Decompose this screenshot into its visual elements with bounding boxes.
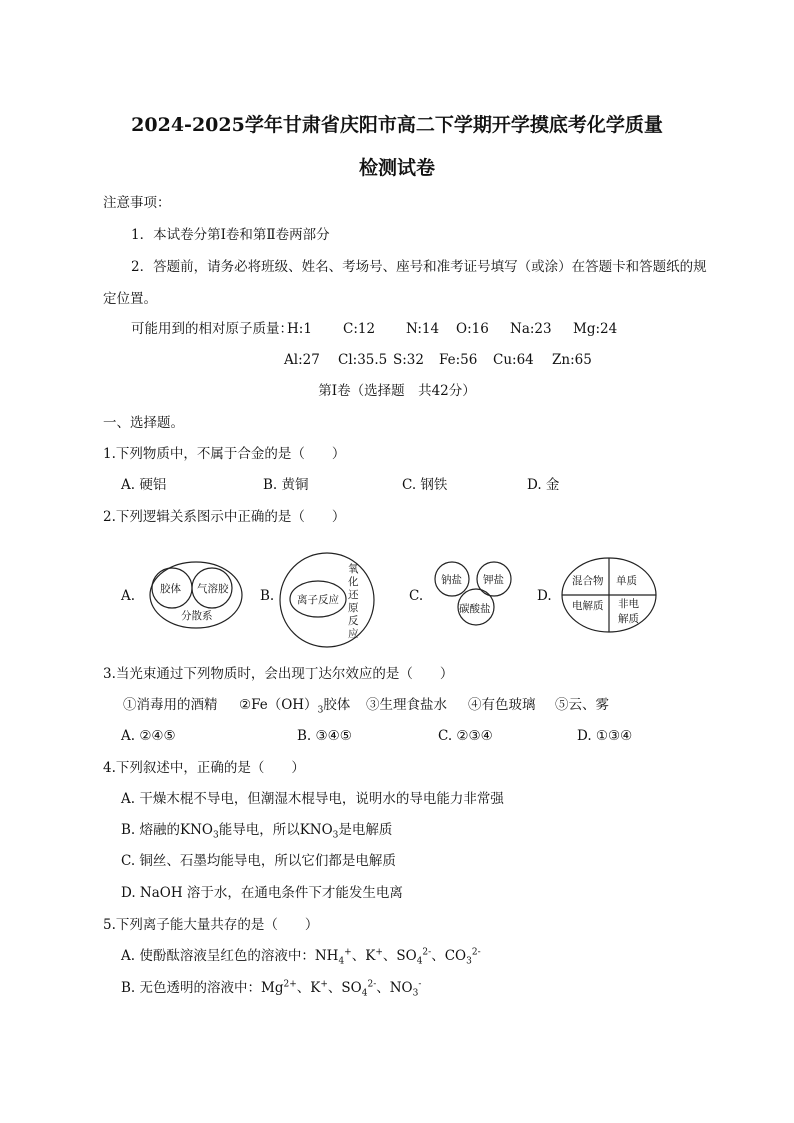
notice-item-2-line-2: 定位置。 — [103, 291, 157, 307]
q5-stem: 5.下列离子能大量共存的是（ ） — [103, 917, 319, 933]
q2-label-d: D. — [537, 588, 552, 604]
part-heading: 一、选择题。 — [103, 415, 184, 431]
diagram-a-colloid-label: 胶体 — [160, 583, 181, 595]
atomic-mass-o: O:16 — [456, 321, 489, 337]
diagram-b-redox-char-2: 化 — [348, 576, 359, 588]
diagram-c-carbonate-label: 碳酸盐 — [459, 603, 491, 615]
notice-item-1: 1．本试卷分第Ⅰ卷和第Ⅱ卷两部分 — [131, 227, 330, 243]
atomic-mass-n: N:14 — [406, 321, 440, 337]
diagram-b-redox-char-1: 氧 — [348, 563, 359, 575]
atomic-mass-label: 可能用到的相对原子质量： — [131, 321, 293, 337]
atomic-mass-cu: Cu:64 — [493, 352, 534, 368]
atomic-mass-fe: Fe:56 — [439, 352, 478, 368]
q3-item-3: ③生理食盐水 — [366, 697, 447, 713]
diagram-c-sodium-label: 钠盐 — [441, 574, 462, 586]
diagram-a-dispersion-label: 分散系 — [181, 610, 213, 622]
q1-option-d: D. 金 — [527, 477, 560, 493]
q3-item-5: ⑤云、雾 — [555, 697, 609, 713]
q1-option-a: A. 硬铝 — [121, 477, 167, 493]
diagram-b-redox-char-3: 还 — [348, 589, 359, 601]
diagram-b-redox-char-6: 应 — [348, 628, 359, 640]
atomic-mass-na: Na:23 — [510, 321, 552, 337]
title-line-2: 检测试卷 — [358, 157, 435, 179]
diagram-d-element-label: 单质 — [616, 575, 637, 587]
q4-option-c: C. 铜丝、石墨均能导电，所以它们都是电解质 — [121, 853, 396, 869]
diagram-b-redox-char-4: 原 — [348, 602, 359, 614]
title-line-1: 2024-2025学年甘肃省庆阳市高二下学期开学摸底考化学质量 — [131, 114, 663, 136]
q4-option-b: B. 熔融的$KNO_3$能导电，所以$KNO_3$是电解质 — [121, 822, 393, 841]
atomic-mass-al: Al:27 — [284, 352, 320, 368]
diagram-d-nonelectrolyte-label-2: 解质 — [618, 613, 639, 625]
notice-item-2-line-1: 2．答题前，请务必将班级、姓名、考场号、座号和准考证号填写（或涂）在答题卡和答题纸的规 — [131, 259, 707, 275]
diagram-b-redox-char-5: 反 — [348, 615, 359, 627]
q3-option-d: D. ①③④ — [577, 728, 633, 744]
atomic-mass-mg: Mg:24 — [573, 321, 618, 337]
q4-option-a: A. 干燥木棍不导电，但潮湿木棍导电，说明水的导电能力非常强 — [121, 791, 504, 807]
q3-option-b: B. ③④⑤ — [297, 728, 352, 744]
q3-option-c: C. ②③④ — [438, 728, 493, 744]
atomic-mass-s: S:32 — [393, 352, 424, 368]
q4-stem: 4.下列叙述中，正确的是（ ） — [103, 760, 305, 776]
diagram-c-potassium-label: 钾盐 — [483, 574, 504, 586]
atomic-mass-h: H:1 — [287, 321, 312, 337]
diagram-a-aerosol-label: 气溶胶 — [197, 583, 229, 595]
q2-label-b: B. — [260, 588, 275, 604]
q1-option-c: C. 钢铁 — [402, 477, 448, 493]
q3-item-4: ④有色玻璃 — [468, 697, 536, 713]
atomic-mass-c: C:12 — [343, 321, 376, 337]
atomic-mass-cl: Cl:35.5 — [338, 352, 388, 368]
q2-stem: 2.下列逻辑关系图示中正确的是（ ） — [103, 509, 346, 525]
q4-option-d: D. NaOH 溶于水，在通电条件下才能发生电离 — [121, 885, 403, 901]
section-heading: 第Ⅰ卷（选择题 共42分） — [318, 383, 476, 399]
q3-item-2: $②Fe(OH)_3$胶体 — [239, 697, 351, 716]
q3-option-a: A. ②④⑤ — [121, 728, 176, 744]
q1-stem: 1.下列物质中，不属于合金的是（ ） — [103, 446, 346, 462]
q3-item-1: ①消毒用的酒精 — [123, 697, 218, 713]
notice-heading: 注意事项： — [103, 195, 171, 211]
atomic-mass-zn: Zn:65 — [552, 352, 592, 368]
q5-option-b: B. 无色透明的溶液中：$Mg^{2+}$、K+、$SO_4^{2-}$、$NO_3^-$ — [121, 979, 422, 999]
diagram-d-nonelectrolyte-label-1: 非电 — [618, 598, 639, 610]
q5-option-a: A. 使酚酞溶液呈红色的溶液中：$NH_4^+$、K+、$SO_4^{2-}$、$CO_3^{2-}$ — [121, 947, 481, 967]
q2-label-c: C. — [409, 588, 424, 604]
diagram-d-electrolyte-label: 电解质 — [572, 600, 604, 612]
q2-label-a: A. — [121, 588, 136, 604]
diagram-d-mixture-label: 混合物 — [572, 575, 604, 587]
diagram-b-ionic-label: 离子反应 — [297, 594, 339, 606]
q1-option-b: B. 黄铜 — [263, 477, 309, 493]
q3-stem: 3.当光束通过下列物质时，会出现丁达尔效应的是（ ） — [103, 666, 454, 682]
